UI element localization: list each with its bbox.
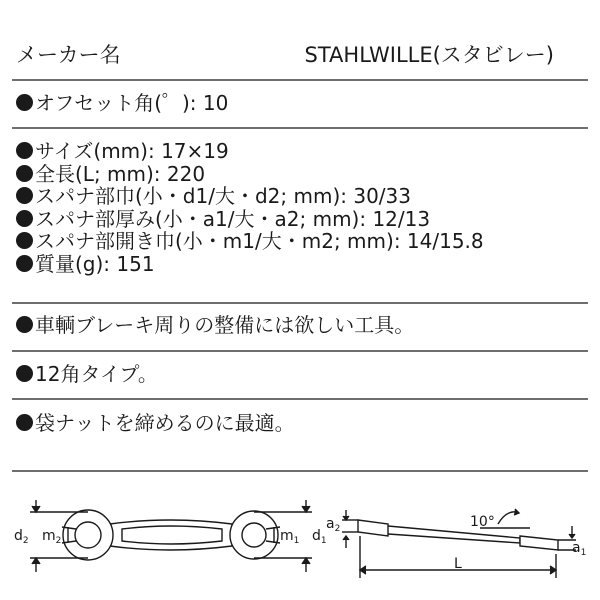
spec-item: [16, 185, 584, 208]
note-text: 12角タイプ。: [35, 362, 158, 386]
bullet-icon: [16, 94, 33, 111]
spec-item: [16, 163, 584, 186]
spec-text: スパナ部巾(小・d1/大・d2; mm): 30/33: [35, 184, 411, 209]
spec-item: [16, 208, 584, 231]
m1-label: $m_1$: [280, 528, 300, 546]
bullet-icon: [16, 142, 33, 159]
note-text: 車輌ブレーキ周りの整備には欲しい工具。: [35, 313, 415, 337]
divider: [12, 302, 588, 304]
spec-text: スパナ部厚み(小・a1/大・a2; mm): 12/13: [35, 206, 431, 231]
bullet-icon: [16, 414, 33, 431]
bullet-icon: [16, 187, 33, 204]
bullet-icon: [16, 232, 33, 249]
spec-item: [16, 253, 584, 276]
maker-value: STAHLWILLE(スタビレー): [304, 43, 554, 67]
divider: [12, 79, 588, 81]
a2-label: $a_2$: [326, 516, 341, 534]
m2-label: $m_2$: [42, 528, 62, 546]
bullet-icon: [16, 210, 33, 227]
offset-angle-text: オフセット角(゜): 10: [35, 91, 229, 115]
spec-list: [16, 140, 584, 276]
length-label: L: [454, 556, 462, 572]
bullet-icon: [16, 165, 33, 182]
spec-item: [16, 230, 584, 253]
spec-text: スパナ部開き巾(小・m1/大・m2; mm): 14/15.8: [35, 229, 484, 254]
bullet-icon: [16, 316, 33, 333]
note-text: 袋ナットを締めるのに最適。: [35, 411, 295, 435]
wrench-side-diagram: [320, 480, 590, 590]
maker-row: [16, 42, 584, 68]
note-item: [16, 411, 584, 435]
divider: [12, 470, 588, 472]
d1-label: $d_1$: [312, 528, 327, 546]
wrench-front-diagram: [0, 480, 340, 590]
note-item: [16, 313, 584, 337]
bullet-icon: [16, 255, 33, 272]
d2-label: $d_2$: [14, 528, 29, 546]
divider: [12, 398, 588, 400]
bullet-icon: [16, 365, 33, 382]
divider: [12, 127, 588, 129]
divider: [12, 350, 588, 352]
spec-text: 全長(L; mm): 220: [35, 161, 206, 186]
spec-item: [16, 140, 584, 163]
spec-text: サイズ(mm): 17×19: [35, 139, 229, 163]
a1-label: $a_1$: [572, 540, 587, 558]
spec-text: 質量(g): 151: [35, 251, 155, 276]
offset-angle: [16, 91, 584, 115]
angle-label: 10°: [470, 514, 495, 530]
maker-label: メーカー名: [16, 43, 121, 67]
note-item: [16, 362, 584, 386]
